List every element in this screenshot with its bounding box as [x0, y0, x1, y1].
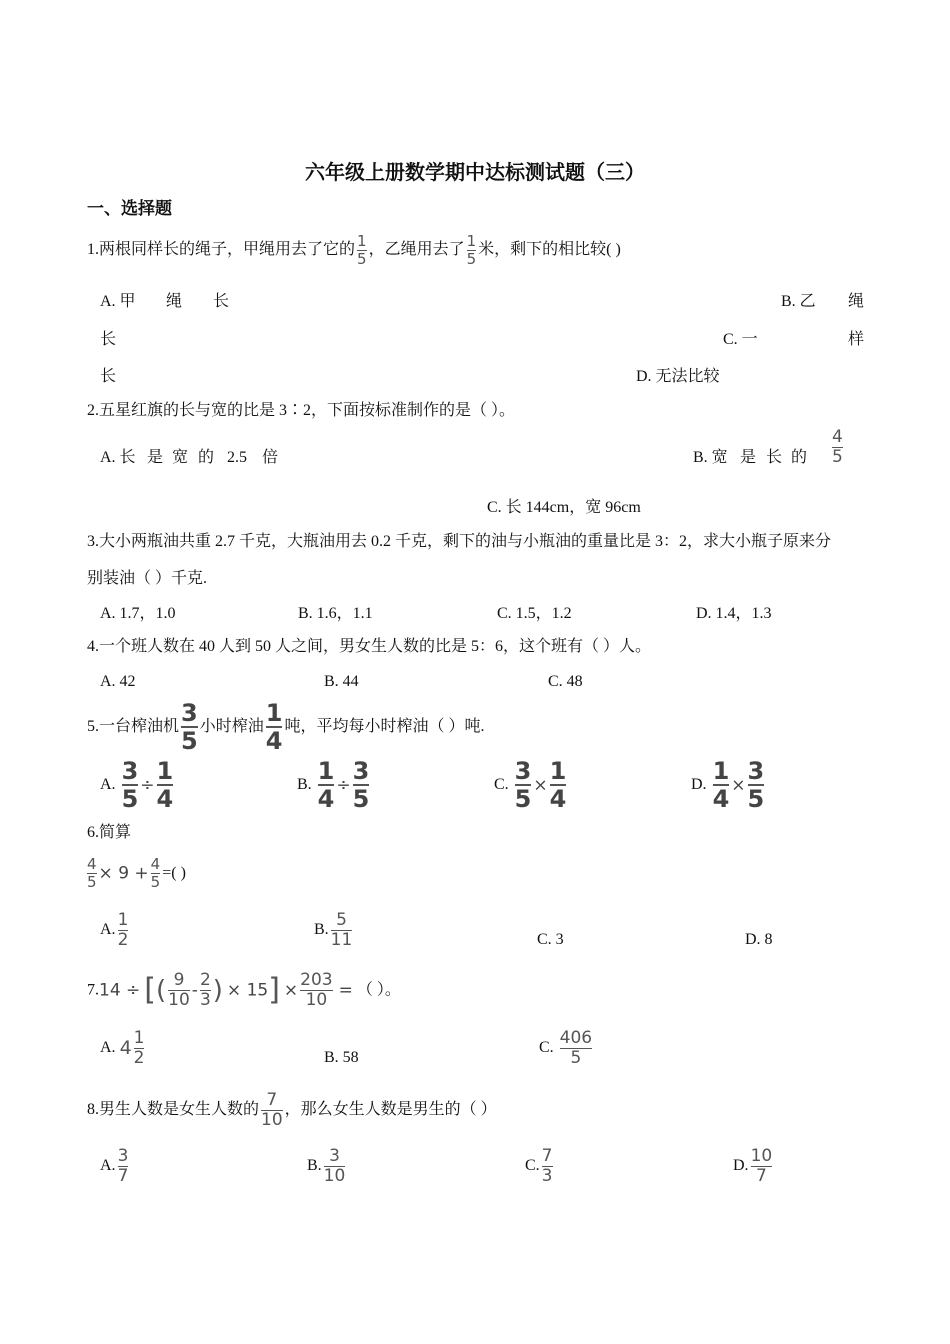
- numerator: 3: [181, 699, 198, 728]
- q1-text-1: 1.两根同样长的绳子，甲绳用去了它的: [87, 241, 356, 259]
- answer-blank: =( ): [162, 864, 186, 882]
- fraction: [261, 1089, 283, 1130]
- expression-part: 14 ÷: [99, 980, 141, 1001]
- q2-option-a-word: 宽: [172, 449, 189, 466]
- denominator: 4: [549, 785, 567, 814]
- numerator: 7: [266, 1089, 278, 1110]
- mixed-number: [120, 1028, 147, 1068]
- denominator: 5: [466, 250, 477, 268]
- option-letter: B.: [307, 1157, 322, 1174]
- q2-option-b-word: 是: [740, 449, 757, 466]
- option-letter: C.: [525, 1157, 540, 1174]
- fraction: [121, 757, 139, 814]
- option-letter: C.: [494, 776, 509, 793]
- denominator: 5: [832, 447, 843, 467]
- q6-option-d[interactable]: D. 8: [745, 931, 773, 948]
- numerator: 5: [336, 909, 347, 930]
- denominator: 5: [121, 785, 139, 814]
- fraction: [323, 1145, 346, 1186]
- fraction: [265, 699, 283, 756]
- q5-text-3: 吨，平均每小时榨油（ ）吨.: [284, 718, 485, 735]
- denominator: 2: [133, 1047, 145, 1068]
- denominator: 5: [181, 727, 198, 756]
- minus-operator: -: [191, 980, 198, 1001]
- q5-option-d[interactable]: [691, 758, 766, 812]
- divide-operator: ÷: [336, 775, 351, 796]
- q5-option-c[interactable]: [494, 758, 568, 812]
- fraction: [181, 699, 198, 756]
- question-3-stem-line-1: 3.大小两瓶油共重 2.7 千克，大瓶油用去 0.2 千克，剩下的油与小瓶油的重量比是 3：2，求大小瓶子原来分: [87, 533, 832, 550]
- q1-option-b-char: 绳: [848, 293, 865, 310]
- multiply-operator: ×: [533, 775, 548, 796]
- option-letter: A.: [100, 776, 116, 793]
- q8-option-b[interactable]: [307, 1146, 347, 1186]
- fraction: [514, 757, 532, 814]
- q7-option-c[interactable]: [539, 1028, 594, 1068]
- question-5-stem: [87, 700, 484, 754]
- fraction: [87, 854, 97, 891]
- right-paren: ): [212, 975, 223, 1006]
- denominator: 10: [261, 1109, 283, 1130]
- denominator: 4: [265, 727, 283, 756]
- q8-option-d[interactable]: [733, 1146, 774, 1186]
- q3-option-b[interactable]: B. 1.6，1.1: [298, 605, 373, 622]
- q3-option-c[interactable]: C. 1.5，1.2: [497, 605, 572, 622]
- numerator: 3: [117, 1145, 129, 1166]
- expression-part: × 15: [226, 980, 269, 1001]
- denominator: 5: [514, 785, 532, 814]
- numerator: 4: [832, 427, 843, 447]
- denominator: 5: [357, 250, 367, 268]
- q5-text-1: 5.一台榨油机: [87, 718, 180, 735]
- fraction: [467, 234, 477, 267]
- numerator: 1: [265, 699, 283, 728]
- denominator: 4: [317, 785, 335, 814]
- denominator: 2: [117, 929, 129, 950]
- fraction: [750, 1145, 773, 1186]
- q4-option-b[interactable]: B. 44: [324, 673, 359, 690]
- q2-option-a[interactable]: A. 长: [100, 449, 136, 466]
- denominator: 4: [156, 785, 174, 814]
- numerator: 9: [173, 969, 185, 990]
- fraction: [541, 1145, 553, 1186]
- denominator: 11: [330, 929, 353, 950]
- q1-option-c-char: 长: [100, 368, 117, 385]
- numerator: 3: [121, 757, 139, 786]
- q2-option-b[interactable]: B. 宽: [693, 449, 728, 466]
- denominator: 5: [150, 872, 161, 891]
- numerator: 10: [750, 1145, 773, 1166]
- question-2-stem: 2.五星红旗的长与宽的比是 3∶2，下面按标准制作的是（ ）。: [87, 402, 516, 419]
- fraction: [712, 757, 730, 814]
- q2-option-a-word: 是: [147, 449, 164, 466]
- q2-option-b-word: 的: [791, 449, 808, 466]
- fraction: [168, 969, 190, 1010]
- question-6-stem: 6.简算: [87, 824, 132, 841]
- option-letter: C.: [539, 1039, 554, 1056]
- divide-operator: ÷: [140, 775, 155, 796]
- question-4-stem: 4.一个班人数在 40 人到 50 人之间，男女生人数的比是 5：6，这个班有（ ）人。: [87, 638, 652, 655]
- left-bracket: [: [144, 972, 156, 1008]
- question-1-stem: [87, 234, 621, 267]
- option-letter: B.: [297, 776, 312, 793]
- fraction: [549, 757, 567, 814]
- q8-option-a[interactable]: [100, 1146, 130, 1186]
- page-title: 六年级上册数学期中达标测试题（三）: [305, 162, 645, 184]
- numerator: 1: [466, 232, 477, 250]
- expression-operator: × 9 +: [98, 863, 149, 884]
- fraction: [317, 757, 335, 814]
- q4-option-c[interactable]: C. 48: [548, 673, 583, 690]
- whole-part: 4: [119, 1037, 132, 1060]
- numerator: 406: [559, 1027, 593, 1048]
- numerator: 4: [87, 854, 97, 873]
- left-paren: (: [156, 975, 167, 1006]
- q2-option-a-word: 的: [198, 449, 215, 466]
- q1-option-b-char: 长: [100, 331, 117, 348]
- q3-option-a[interactable]: A. 1.7，1.0: [100, 605, 176, 622]
- fraction: [832, 429, 843, 466]
- numerator: 3: [352, 757, 370, 786]
- q6-option-c[interactable]: C. 3: [537, 931, 564, 948]
- q1-option-c-char: 样: [848, 331, 865, 348]
- answer-blank: （ ）。: [356, 981, 401, 999]
- fraction: [199, 969, 211, 1010]
- q6-expression: [85, 853, 186, 893]
- denominator: 7: [755, 1165, 767, 1186]
- fraction: [150, 854, 161, 891]
- numerator: 1: [549, 757, 567, 786]
- q1-option-b[interactable]: B. 乙: [781, 293, 816, 310]
- question-7-stem: [87, 968, 401, 1012]
- numerator: 3: [514, 757, 532, 786]
- option-letter: A.: [100, 1039, 116, 1056]
- q5-option-b[interactable]: [297, 758, 371, 812]
- numerator: 1: [712, 757, 730, 786]
- numerator: 7: [541, 1145, 553, 1166]
- q7-option-b[interactable]: B. 58: [324, 1049, 359, 1066]
- numerator: 203: [300, 969, 333, 990]
- q3-option-d[interactable]: D. 1.4，1.3: [696, 605, 772, 622]
- q6-option-b[interactable]: [314, 910, 354, 950]
- numerator: 4: [150, 854, 161, 873]
- section-heading: 一、选择题: [87, 199, 172, 218]
- numerator: 1: [117, 909, 129, 930]
- fraction: [559, 1027, 593, 1068]
- denominator: 4: [712, 785, 730, 814]
- q1-option-a-char: 绳: [166, 293, 183, 310]
- denominator: 3: [199, 989, 211, 1010]
- fraction: [156, 757, 174, 814]
- numerator: 1: [156, 757, 174, 786]
- q2-option-c[interactable]: C. 长 144cm，宽 96cm: [487, 499, 641, 516]
- numerator: 1: [317, 757, 335, 786]
- denominator: 5: [87, 872, 97, 891]
- numerator: 1: [133, 1027, 145, 1048]
- fraction: [117, 1145, 129, 1186]
- numerator: 2: [199, 969, 211, 990]
- fraction: [300, 969, 333, 1010]
- q8-text-1: 8.男生人数是女生人数的: [87, 1101, 260, 1118]
- denominator: 10: [168, 989, 190, 1010]
- q8-option-c[interactable]: [525, 1146, 555, 1186]
- q2-option-a-word: 2.5: [227, 449, 247, 466]
- denominator: 5: [570, 1047, 582, 1068]
- numerator: 3: [329, 1145, 340, 1166]
- question-3-stem-line-2: 别装油（ ）千克.: [87, 570, 208, 587]
- fraction: [357, 234, 367, 267]
- fraction: [747, 757, 765, 814]
- fraction: [352, 757, 370, 814]
- denominator: 10: [323, 1165, 346, 1186]
- fraction: [117, 909, 129, 950]
- q7-option-a[interactable]: [100, 1028, 146, 1068]
- equals-sign: =: [338, 980, 353, 1001]
- right-bracket: ]: [268, 972, 280, 1008]
- q4-option-a[interactable]: A. 42: [100, 673, 136, 690]
- q1-option-a-char: 长: [213, 293, 230, 310]
- q1-text-3: 米，剩下的相比较( ): [478, 241, 621, 259]
- q1-option-d[interactable]: D. 无法比较: [636, 368, 720, 385]
- denominator: 3: [541, 1165, 553, 1186]
- q2-option-b-fraction: [830, 429, 845, 466]
- option-letter: D.: [733, 1157, 749, 1174]
- q2-option-a-word: 倍: [262, 449, 279, 466]
- fraction: [330, 909, 353, 950]
- denominator: 7: [117, 1165, 129, 1186]
- denominator: 5: [352, 785, 370, 814]
- option-letter: A.: [100, 921, 116, 938]
- q1-option-a[interactable]: A. 甲: [100, 293, 136, 310]
- q8-text-2: ，那么女生人数是男生的（ ）: [284, 1101, 497, 1118]
- multiply-operator: ×: [731, 775, 746, 796]
- option-letter: B.: [314, 921, 329, 938]
- q5-option-a[interactable]: [100, 758, 175, 812]
- denominator: 10: [305, 989, 328, 1010]
- question-number: 7.: [87, 981, 99, 999]
- numerator: 3: [747, 757, 765, 786]
- option-letter: A.: [100, 1157, 116, 1174]
- option-letter: D.: [691, 776, 707, 793]
- q6-option-a[interactable]: [100, 910, 130, 950]
- fraction: [133, 1027, 145, 1068]
- q1-option-c[interactable]: C. 一: [723, 331, 758, 348]
- q2-option-b-word: 长: [766, 449, 783, 466]
- q5-text-2: 小时榨油: [199, 718, 264, 735]
- question-8-stem: [87, 1087, 497, 1133]
- q1-text-2: ，乙绳用去了: [368, 241, 465, 259]
- numerator: 1: [357, 232, 367, 250]
- multiply-operator: ×: [283, 980, 299, 1001]
- denominator: 5: [747, 785, 765, 814]
